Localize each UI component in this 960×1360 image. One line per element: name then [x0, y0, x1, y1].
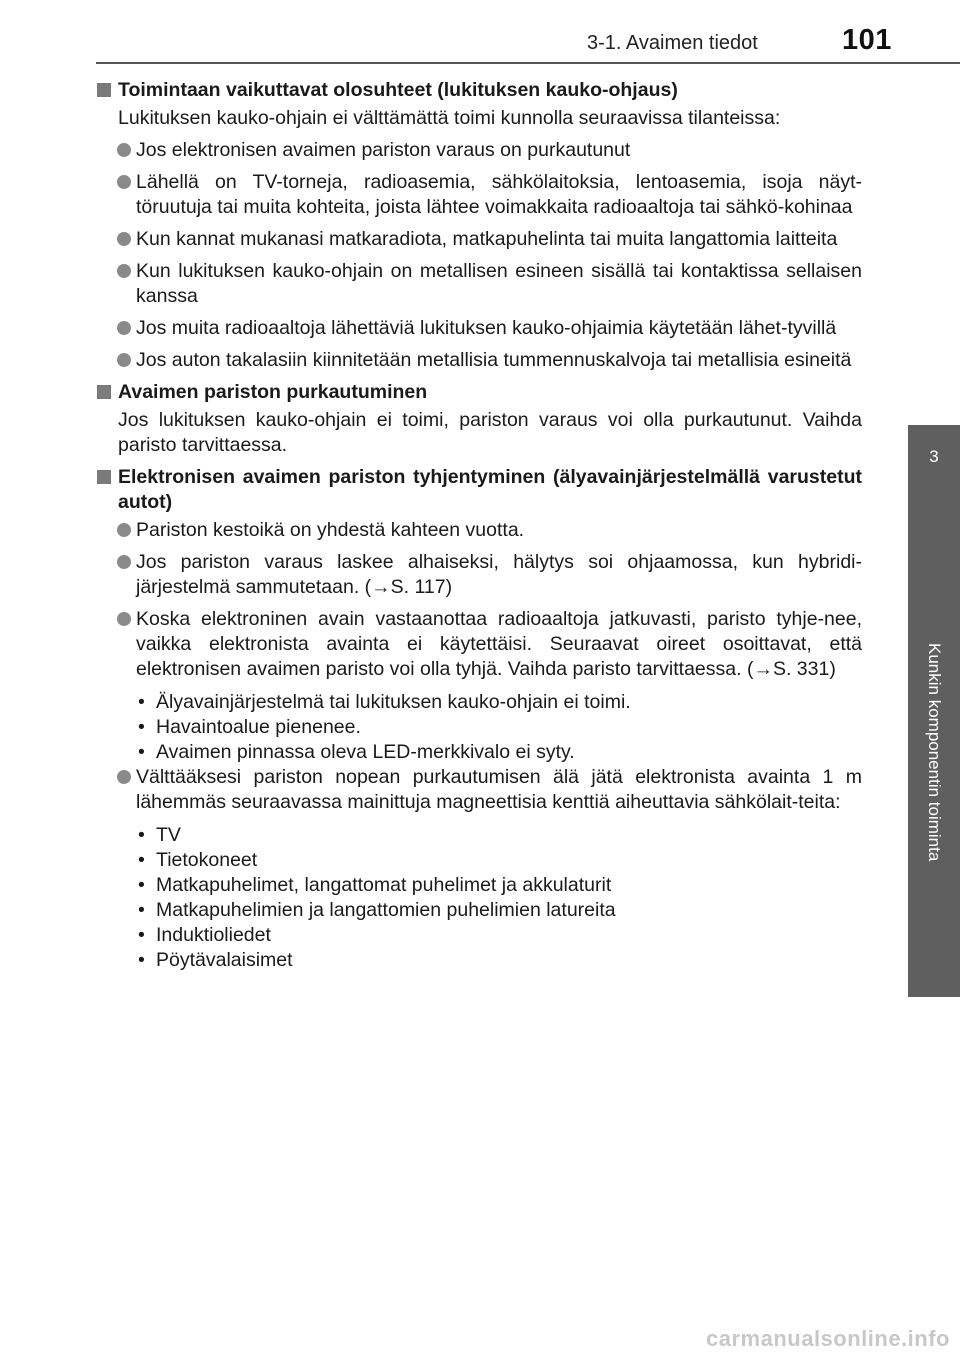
circle-bullet-icon [117, 264, 131, 278]
section-operating-conditions [96, 78, 862, 373]
list-item: Kun kannat mukanasi matkaradiota, matkapuhelinta tai muita langattomia laitteita [96, 227, 862, 252]
section-title: Toimintaan vaikuttavat olosuhteet (lukituksen kauko-ohjaus) [118, 79, 678, 101]
device-list [96, 823, 862, 973]
page-number: 101 [842, 24, 892, 56]
circle-bullet-icon [117, 555, 131, 569]
list-item: Jos pariston varaus laskee alhaiseksi, hälytys soi ohjaamossa, kun hybridi-järjestelmä sammutetaan. (→S. 117) [96, 550, 862, 600]
section-heading [96, 78, 862, 103]
section-title: Avaimen pariston purkautuminen [118, 381, 428, 403]
list-item: Koska elektroninen avain vastaanottaa radioaaltoja jatkuvasti, paristo tyhje-nee, vaikka elektronista avainta ei käytettäisi. Seuraavat oireet osoittavat, että elektronisen avaimen paristo voi olla tyhjä. Vaihda paristo tarvittaessa. (→S. 331) [96, 607, 862, 682]
chapter-tab-number: 3 [929, 447, 939, 466]
list-item: Jos muita radioaaltoja lähettäviä lukituksen kauko-ohjaimia käytetään lähet-tyvillä [96, 316, 862, 341]
device-item: • TV [136, 823, 862, 848]
symptom-list [96, 690, 862, 765]
square-bullet-icon [97, 385, 111, 399]
square-bullet-icon [97, 470, 111, 484]
circle-bullet-icon [117, 175, 131, 189]
device-item: • Tietokoneet [136, 848, 862, 873]
chapter-tab-label: Kunkin komponentin toiminta [925, 642, 944, 862]
list-item: Välttääksesi pariston nopean purkautumisen älä jätä elektronista avainta 1 m lähemmäs seuraavassa mainittuja magneettisia kenttiä aiheuttavia sähkölait-teita: [96, 765, 862, 815]
section-battery-discharge [96, 380, 862, 458]
device-item: • Induktioliedet [136, 923, 862, 948]
page-content [96, 78, 862, 977]
circle-bullet-icon [117, 612, 131, 626]
circle-bullet-icon [117, 321, 131, 335]
section-title: Elektronisen avaimen pariston tyhjentyminen (älyavainjärjestelmällä varustetut autot) [118, 466, 862, 513]
section-intro: Lukituksen kauko-ohjain ei välttämättä toimi kunnolla seuraavissa tilanteissa: [118, 107, 781, 129]
device-item: • Matkapuhelimet, langattomat puhelimet ja akkulaturit [136, 873, 862, 898]
symptom-item: • Avaimen pinnassa oleva LED-merkkivalo ei syty. [136, 740, 862, 765]
list-item: Jos auton takalasiin kiinnitetään metallisia tummennuskalvoja tai metallisia esineitä [96, 348, 862, 373]
device-item: • Matkapuhelimien ja langattomien puhelimien latureita [136, 898, 862, 923]
chapter-side-tab [908, 425, 960, 997]
symptom-item: • Älyavainjärjestelmä tai lukituksen kauko-ohjain ei toimi. [136, 690, 862, 715]
circle-bullet-icon [117, 770, 131, 784]
circle-bullet-icon [117, 353, 131, 367]
list-item: Jos elektronisen avaimen pariston varaus on purkautunut [96, 138, 862, 163]
square-bullet-icon [97, 83, 111, 97]
watermark-text[interactable]: carmanualsonline.info [706, 1326, 950, 1351]
chapter-title: 3-1. Avaimen tiedot [587, 32, 758, 54]
header-divider [96, 62, 960, 64]
page-header [0, 0, 960, 62]
circle-bullet-icon [117, 232, 131, 246]
section-heading [96, 465, 862, 515]
symptom-item: • Havaintoalue pienenee. [136, 715, 862, 740]
list-item: Kun lukituksen kauko-ohjain on metallisen esineen sisällä tai kontaktissa sellaisen kanssa [96, 259, 862, 309]
section-electronic-key-battery [96, 465, 862, 973]
device-item: • Pöytävalaisimet [136, 948, 862, 973]
page-footer [0, 1326, 960, 1360]
section-heading [96, 380, 862, 405]
list-item: Lähellä on TV-torneja, radioasemia, sähkölaitoksia, lentoasemia, isoja näyt-töruutuja tai muita kohteita, joista lähtee voimakkaita radioaaltoja tai sähkö-kohinaa [96, 170, 862, 220]
section-intro: Jos lukituksen kauko-ohjain ei toimi, pariston varaus voi olla purkautunut. Vaihda paristo tarvittaessa. [118, 409, 862, 456]
list-item: Pariston kestoikä on yhdestä kahteen vuotta. [96, 518, 862, 543]
circle-bullet-icon [117, 143, 131, 157]
circle-bullet-icon [117, 523, 131, 537]
